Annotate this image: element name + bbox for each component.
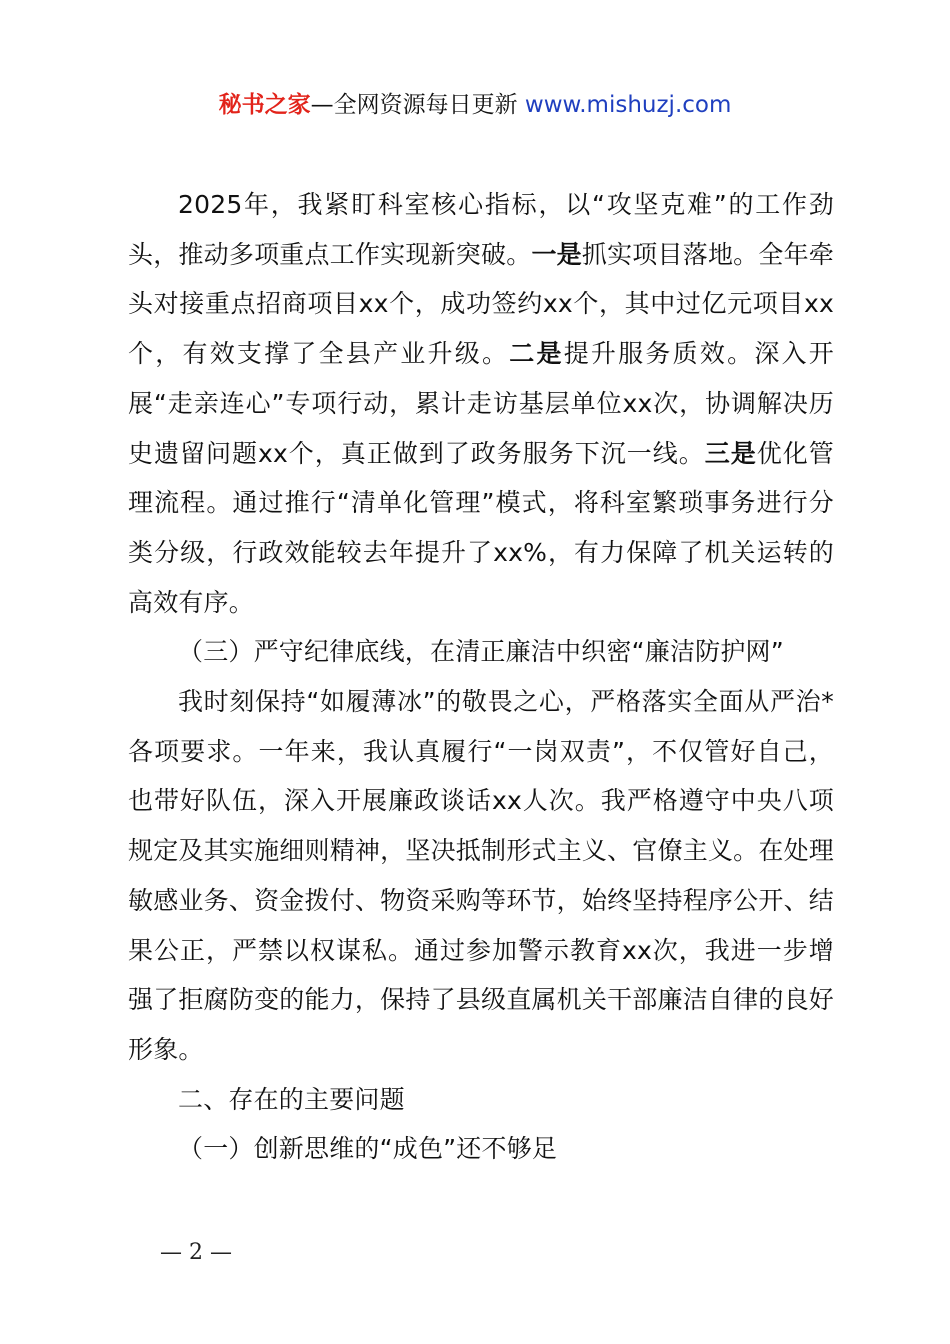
paragraph-text: 抓实项目落地。全年牵头对接重点招商项目xx个，成功签约xx个，其中过亿元项目xx个，有效支撑了全县产业升级。 bbox=[128, 239, 835, 369]
header-tagline: —全网资源每日更新 bbox=[310, 92, 525, 118]
site-url[interactable]: www.mishuzj.com bbox=[524, 92, 732, 118]
paragraph-work-achievements bbox=[128, 180, 834, 627]
section-heading-problems: 二、存在的主要问题 bbox=[178, 1084, 405, 1114]
site-header bbox=[0, 88, 950, 122]
bold-marker-first: 一是 bbox=[531, 239, 582, 269]
document-body bbox=[128, 180, 834, 1174]
paragraph-integrity: 我时刻保持“如履薄冰”的敬畏之心，严格落实全面从严治*各项要求。一年来，我认真履行“一岗双责”，不仅管好自己，也带好队伍，深入开展廉政谈话xx人次。我严格遵守中央八项规定及其实施细则精神，坚决抵制形式主义、官僚主义。在处理敏感业务、资金拨付、物资采购等环节，始终坚持程序公开、结果公正，严禁以权谋私。通过参加警示教育xx次，我进一步增强了拒腐防变的能力，保持了县级直属机关干部廉洁自律的良好形象。 bbox=[128, 687, 834, 1064]
subheading-discipline: （三）严守纪律底线，在清正廉洁中织密“廉洁防护网” bbox=[178, 637, 784, 667]
brand-name: 秘书之家 bbox=[218, 92, 311, 118]
bold-marker-second: 二是 bbox=[509, 339, 564, 369]
paragraph-text: 2025年，我紧盯科室核心指标，以“攻坚克难”的工作劲头，推动多项重点工作实现新突破。 bbox=[128, 190, 834, 269]
bold-marker-third: 三是 bbox=[704, 438, 757, 468]
subheading-innovation: （一）创新思维的“成色”还不够足 bbox=[178, 1134, 558, 1164]
paragraph-text: 优化管理流程。通过推行“清单化管理”模式，将科室繁琐事务进行分类分级，行政效能较去年提升了xx%，有力保障了机关运转的高效有序。 bbox=[128, 438, 834, 617]
page-number: — 2 — bbox=[160, 1240, 232, 1265]
paragraph-text: 提升服务质效。深入开展“走亲连心”专项行动，累计走访基层单位xx次，协调解决历史遗留问题xx个，真正做到了政务服务下沉一线。 bbox=[128, 339, 834, 468]
